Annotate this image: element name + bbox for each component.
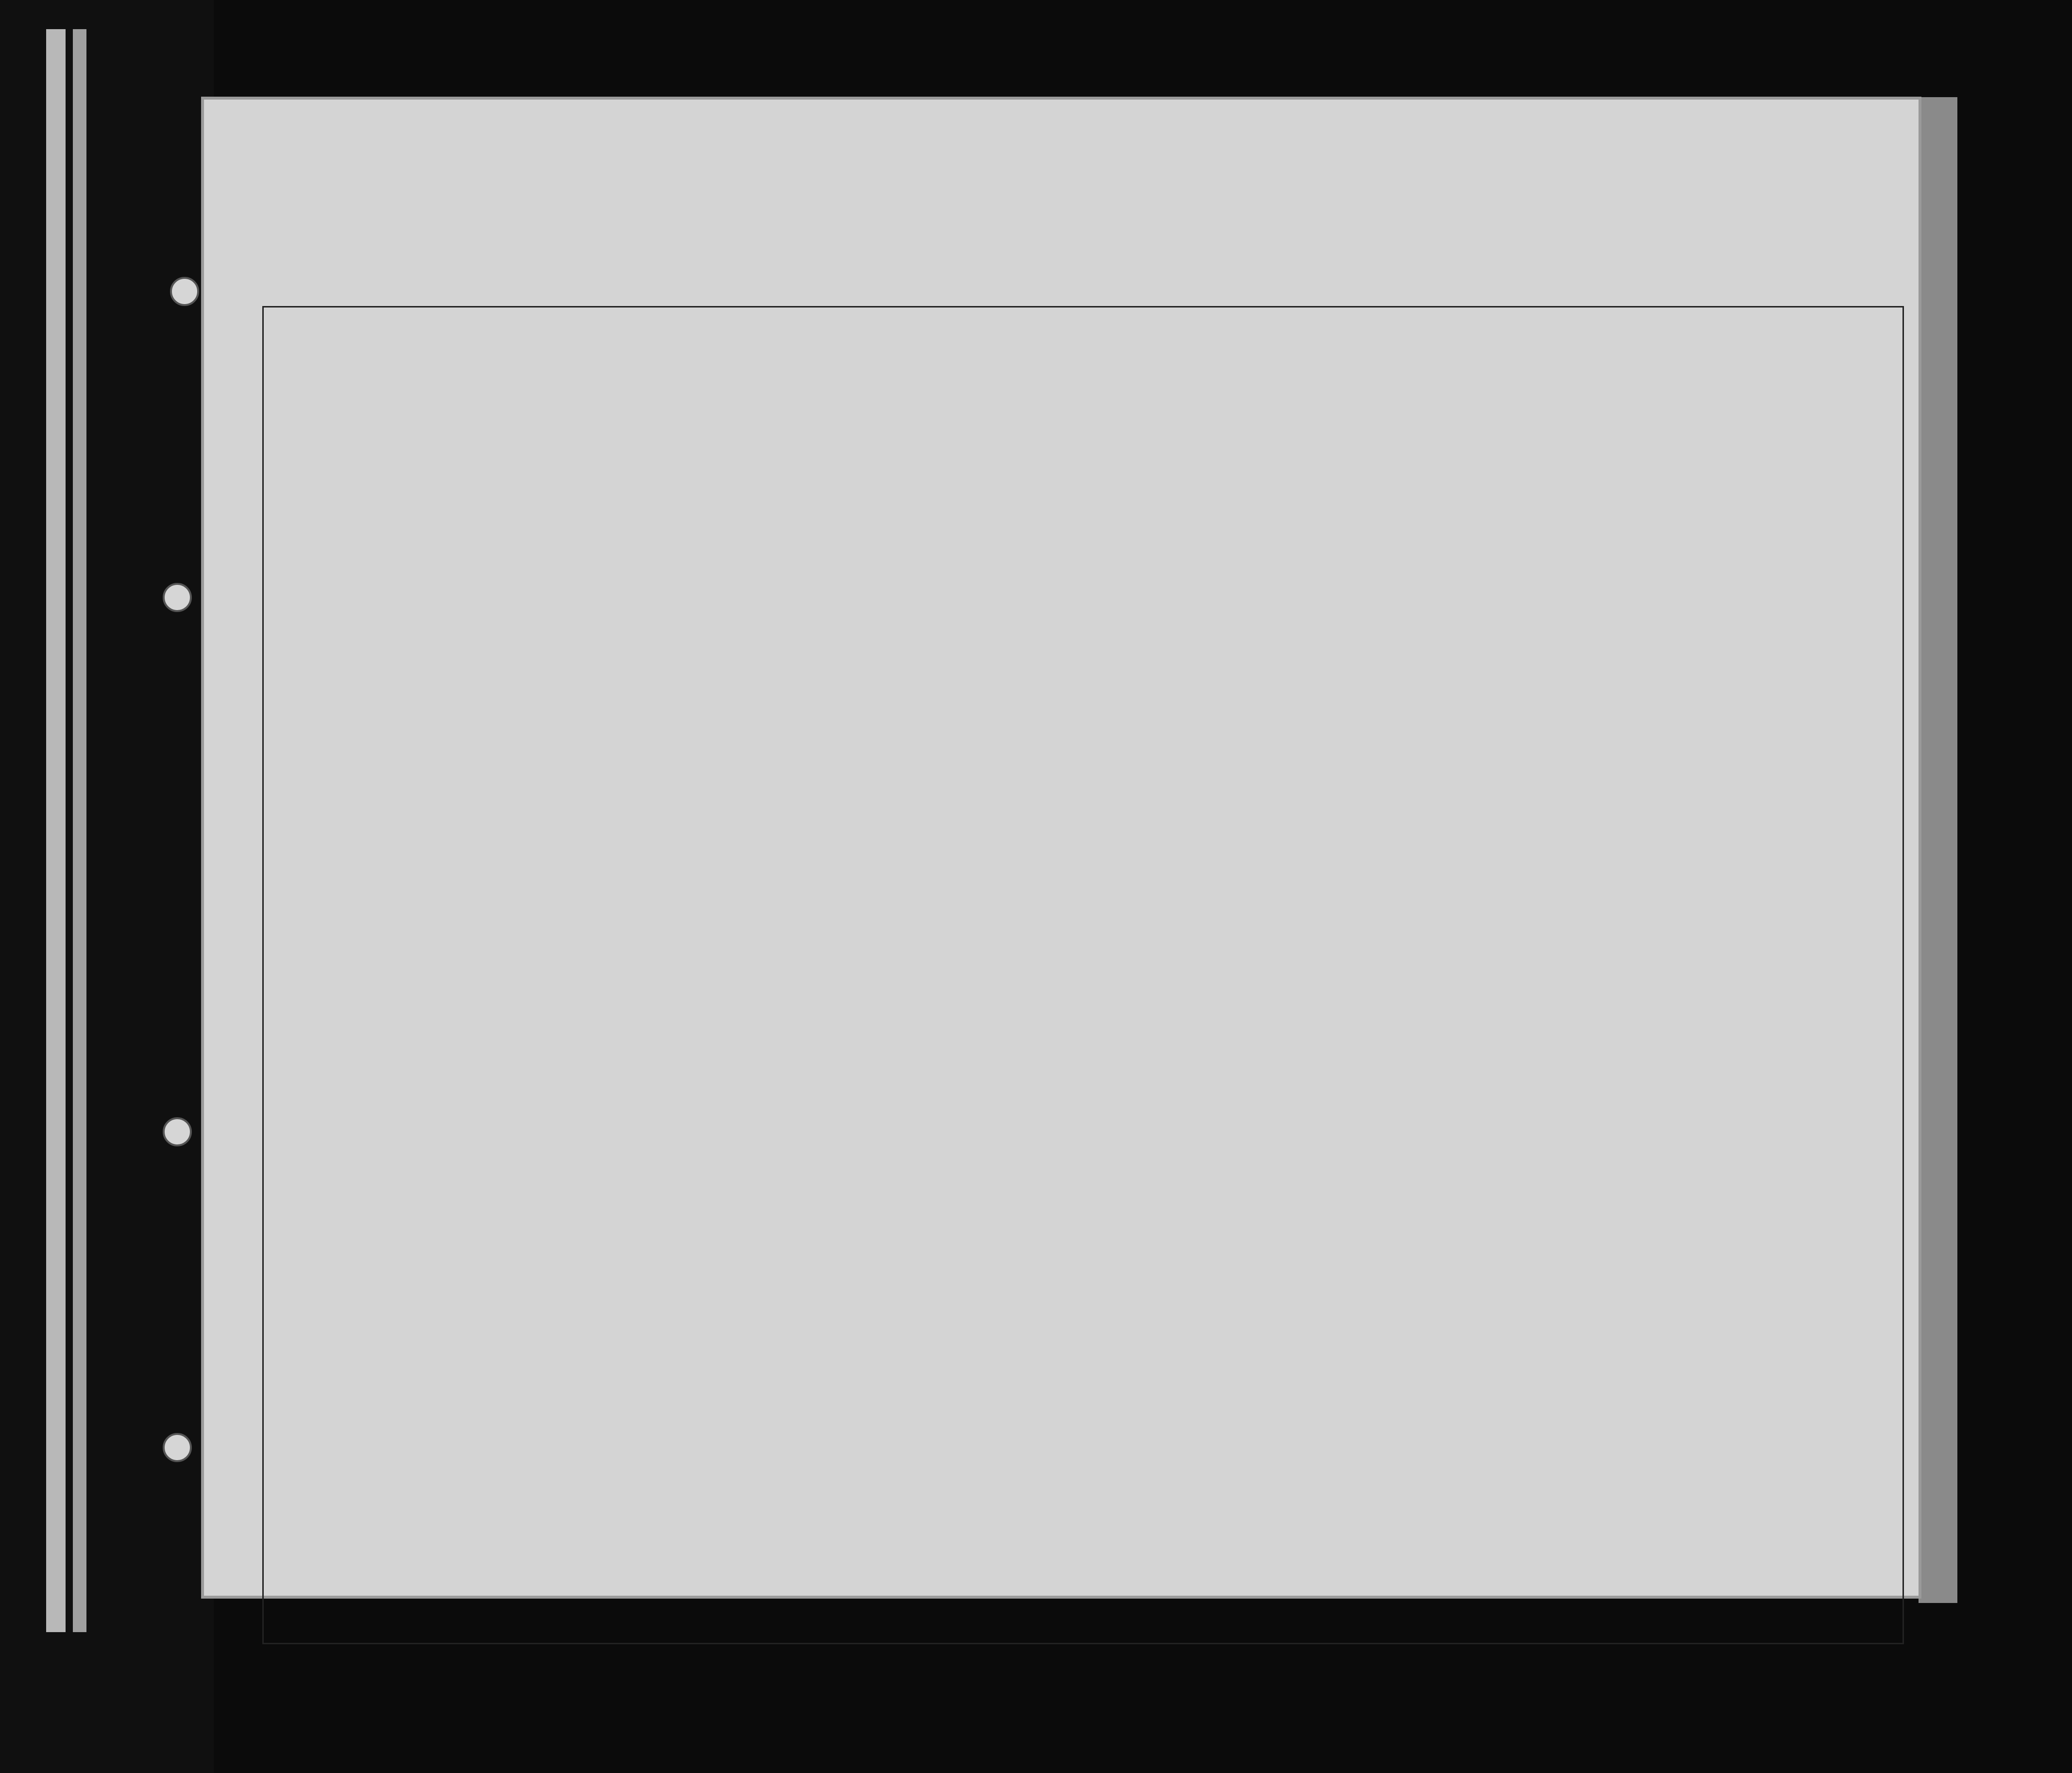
voyage-line [335,266,1889,290]
binder-strip [73,29,86,1632]
binder-background [0,0,214,1773]
binder-hole [163,1433,192,1462]
footer-company-block [301,1567,933,1630]
binder-hole [163,583,192,612]
binder-hole [170,277,199,306]
binder-hole [163,1117,192,1146]
crew-table [262,306,1904,1644]
binder-strip [46,29,66,1632]
stacked-page-edges [1919,97,1957,1603]
manifest-sheet [204,100,1919,1596]
